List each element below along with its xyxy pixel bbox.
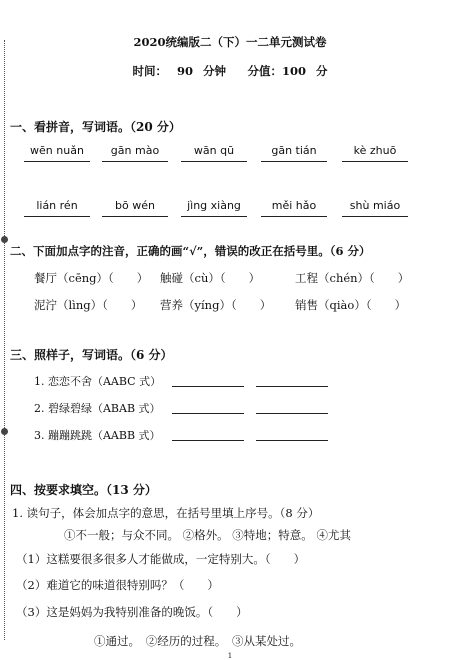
pinyin-check-item: 营养（yíng）（ ）: [160, 298, 272, 312]
pattern-item: 3. 蹦蹦跳跳（AABB 式）: [34, 429, 161, 442]
page-number: 1: [227, 652, 233, 660]
pinyin-item: shù miáo: [344, 199, 406, 212]
section-3-heading: 三、照样子，写词语。（6 分）: [10, 348, 173, 362]
time-label: 时间： 90 分钟: [132, 64, 226, 78]
pinyin-check-item: 触碰（cù）（ ）: [160, 271, 261, 285]
pinyin-item: měi hǎo: [263, 199, 325, 212]
write-line[interactable]: [181, 216, 247, 217]
write-line[interactable]: [261, 216, 327, 217]
pinyin-row-2: [20, 199, 420, 219]
pinyin-row-1: [20, 144, 420, 164]
write-line[interactable]: [24, 216, 90, 217]
pinyin-check-item: 泥泞（lìng）（ ）: [34, 298, 143, 312]
sentence-item: （1）这糕要很多很多人才能做成，一定特别大。（ ）: [16, 552, 306, 566]
section-4-heading: 四、按要求填空。（13 分）: [10, 483, 157, 497]
pinyin-item: gān mào: [104, 144, 166, 157]
pattern-item: 1. 恋恋不舍（AABC 式）: [34, 375, 162, 388]
answer-blank[interactable]: [256, 386, 328, 387]
section-2-heading: 二、下面加点字的注音，正确的画“√”，错误的改正在括号里。（6 分）: [10, 244, 371, 258]
answer-blank[interactable]: [172, 413, 244, 414]
pattern-item: 2. 碧绿碧绿（ABAB 式）: [34, 402, 161, 415]
section-1-heading: 一、看拼音，写词语。（20 分）: [10, 120, 181, 134]
answer-blank[interactable]: [256, 440, 328, 441]
pinyin-item: gān tián: [263, 144, 325, 157]
pinyin-item: wān qū: [183, 144, 245, 157]
answer-blank[interactable]: [256, 413, 328, 414]
sentence-item: （3）这是妈妈为我特别准备的晚饭。（ ）: [16, 605, 248, 619]
answer-blank[interactable]: [172, 386, 244, 387]
pinyin-check-item: 销售（qiào）（ ）: [295, 298, 407, 312]
meaning-options: ①不一般；与众不同。 ②格外。 ③特地；特意。 ④尤其: [64, 528, 351, 542]
question-1-prompt: 1. 读句子，体会加点字的意思，在括号里填上序号。（8 分）: [12, 506, 320, 520]
meaning-options: ①通过。 ②经历的过程。 ③从某处过。: [94, 634, 301, 648]
write-line[interactable]: [261, 161, 327, 162]
answer-blank[interactable]: [172, 440, 244, 441]
pinyin-item: jìng xiàng: [183, 199, 245, 212]
pinyin-item: lián rén: [26, 199, 88, 212]
write-line[interactable]: [342, 216, 408, 217]
score-label: 分值：100 分: [247, 64, 328, 78]
pinyin-item: wēn nuǎn: [26, 144, 88, 157]
binding-dotted-line: [4, 40, 5, 640]
write-line[interactable]: [24, 161, 90, 162]
write-line[interactable]: [342, 161, 408, 162]
write-line[interactable]: [181, 161, 247, 162]
pinyin-check-item: 餐厅（cēng）（ ）: [34, 271, 149, 285]
pinyin-item: bō wén: [104, 199, 166, 212]
write-line[interactable]: [102, 216, 168, 217]
write-line[interactable]: [102, 161, 168, 162]
pinyin-check-item: 工程（chén）（ ）: [295, 271, 410, 285]
binding-hole-mark: [1, 236, 8, 243]
exam-title: 2020统编版二（下）一二单元测试卷: [133, 35, 327, 49]
pinyin-item: kè zhuō: [344, 144, 406, 157]
sentence-item: （2）难道它的味道很特别吗？（ ）: [16, 578, 219, 592]
binding-hole-mark: [1, 428, 8, 435]
exam-time-score: [0, 63, 460, 79]
